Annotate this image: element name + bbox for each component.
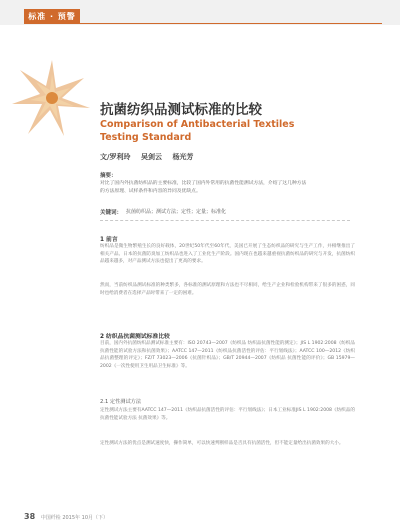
- authors: [100, 152, 201, 162]
- abstract-text: 对比了国内外抗菌纺织品的主要标准，比较了国内外常用的抗菌性能测试方法，介绍了这几种方法的方法原理、试样条件和内容的异同及优缺点。: [100, 181, 307, 194]
- english-title-line-2: Testing Standard: [100, 132, 192, 143]
- section-tag: 标准 · 预警: [24, 9, 80, 24]
- english-title: [100, 118, 294, 144]
- author-1: 文/罗利玲: [100, 153, 131, 161]
- section-2-1-paragraph-1: 定性测试方法主要有AATCC 147—2011《纺织品抗菌活性的评估：平行划线法》；日本工业标准JIS L 1902:2008《纺织品的抗菌性能试验方法 抗菌效果》等。: [100, 408, 355, 421]
- decorative-graphic: [6, 52, 98, 144]
- author-2: 吴剑云: [141, 153, 162, 161]
- header-rule: [80, 23, 382, 24]
- english-title-line-1: Comparison of Antibacterial Textiles: [100, 119, 295, 130]
- abstract-divider: [100, 220, 350, 221]
- section-heading-2-1: 2.1 定性测试方法: [100, 399, 142, 405]
- keywords-text: 抗菌纺织品；测试方法；定性；定量；标准化: [126, 209, 227, 215]
- page-title: 抗菌纺织品测试标准的比较: [100, 102, 262, 118]
- page-number: 38: [24, 512, 36, 521]
- journal-info: 中国纤检 2015年 10月（下）: [40, 515, 109, 521]
- abstract-label: 摘要：: [100, 173, 117, 179]
- section-2-paragraph-1: 目前，国内外抗菌纺织品测试标准主要有：ISO 20743—2007《纺织品 纺织品抗菌性能的测定》；JIS L 1902:2008《纺织品抗菌性能的试验方法和抗菌效果》；AATCC 147—2011《纺织品抗菌活性的评估：平行划线法》；AATCC 100—2012《纺织品抗菌整理的评定》；FZ/T 73023—2006《抗菌针织品》；GB/T 20944—2007《纺织品 抗菌性能的评价》；GB 15979—2002《一次性使用卫生用品卫生标准》等。: [100, 341, 355, 369]
- keywords-label: 关键词：: [100, 210, 123, 216]
- section-2-1-paragraph-2: 定性测试方法的优点是测试速度快，操作简单，可以快速判断样品是否具有抗菌活性，但不能定量给出抗菌效果的大小。: [100, 441, 344, 446]
- section-heading-1: 1 前言: [100, 237, 118, 243]
- author-3: 杨光芳: [172, 153, 194, 161]
- section-1-paragraph-2: 然而，当前纺织品测试标准的种类繁多，各标准的测试原理和方法也不尽相同，给生产企业和检验机构带来了很多的困惑，同时也给消费者在选择产品时带来了一定的困难。: [100, 283, 355, 296]
- section-heading-2: 2 纺织品抗菌测试标准比较: [100, 334, 170, 340]
- page-footer: [24, 512, 108, 521]
- section-1-paragraph-1: 纺织品是微生物繁殖生长的良好载体，20世纪50年代至60年代，美国已开展了生态纺织品的研究与生产工作，并相继推出了相关产品。日本的抗菌防臭加工纺织品也进入了工业化生产阶段。国内现在也越来越重视抗菌纺织品的研究与开发，抗菌纺织品越来越多，对产品测试方法也提出了更高的要求。: [100, 244, 355, 265]
